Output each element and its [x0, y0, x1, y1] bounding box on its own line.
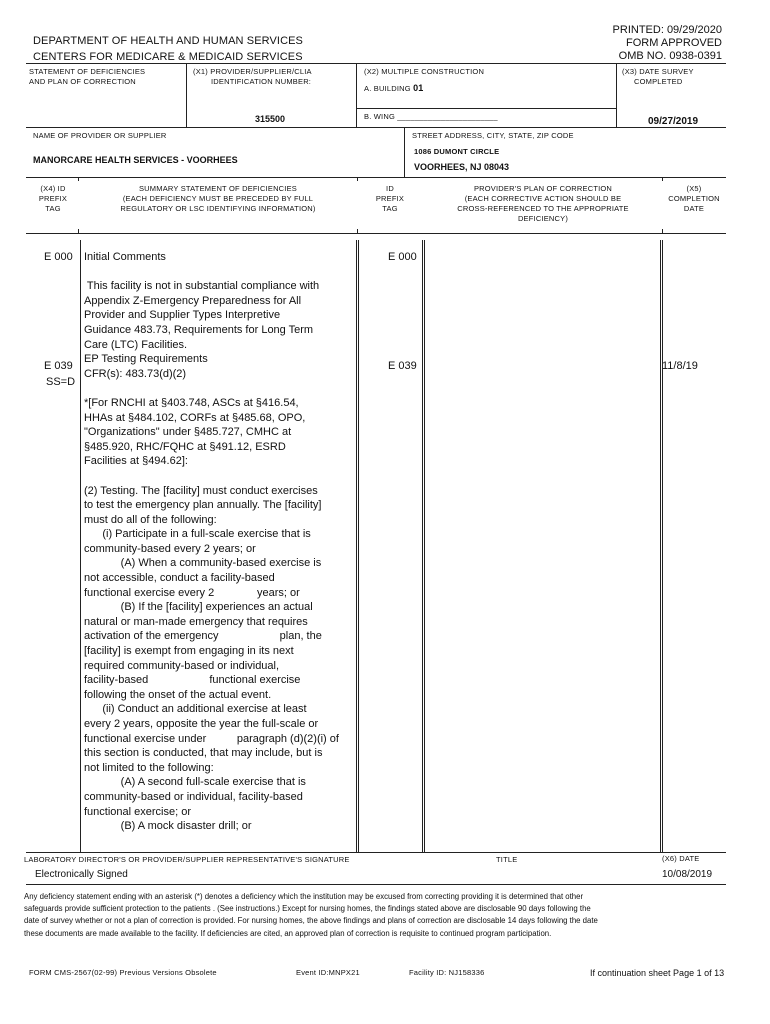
body-line: required community-based or individual, [84, 659, 280, 672]
statement-label: STATEMENT OF DEFICIENCIES AND PLAN OF CORRECTION [29, 67, 146, 86]
building-wing-divider [356, 108, 616, 109]
body-line: functional exercise every 2 years; or [84, 586, 300, 599]
building-value: 01 [413, 83, 424, 93]
signature-bottom-rule [26, 884, 726, 885]
body-line: (i) Participate in a full-scale exercise that is [84, 528, 311, 541]
body-line: §485.920, RHC/FQHC at §491.12, ESRD [84, 440, 286, 453]
col-tick-3b [662, 229, 663, 233]
provider-top-rule [26, 127, 726, 128]
summary-header: SUMMARY STATEMENT OF DEFICIENCIES (EACH DEFICIENCY MUST BE PRECEDED BY FULL REGULATORY OR LSC IDENTIFYING INFORMATION) [120, 184, 316, 213]
body-line: must do all of the following: [84, 513, 217, 526]
body-divider-1 [80, 240, 81, 852]
divider-x2 [356, 63, 357, 127]
page-indicator: If continuation sheet Page 1 of 13 [590, 968, 725, 978]
body-line: not limited to the following: [84, 761, 214, 774]
divider-x1 [186, 63, 187, 127]
form-approval-block [613, 24, 722, 63]
body-line [84, 381, 356, 396]
top-rule [26, 63, 726, 64]
body-line: functional exercise under paragraph (d)(2)(i) of [84, 732, 339, 745]
event-id: Event ID:MNPX21 [296, 968, 360, 977]
body-line: facility-based functional exercise [84, 674, 301, 687]
column-header-top-rule [26, 177, 726, 178]
body-divider-4 [422, 240, 423, 852]
survey-date-value: 09/27/2019 [648, 116, 699, 127]
e000-right-tag: E 000 [388, 251, 417, 263]
body-divider-2 [356, 240, 357, 852]
plan-header: PROVIDER'S PLAN OF CORRECTION (EACH CORRECTIVE ACTION SHOULD BE CROSS-REFERENCED TO THE APPROPRIATE DEFICIENCY) [457, 184, 629, 223]
address-line-2: VOORHEES, NJ 08043 [414, 162, 510, 172]
body-line: this section is conducted, that may include, but is [84, 747, 323, 760]
form-approved: FORM APPROVED [626, 37, 722, 49]
e039-right-tag: E 039 [388, 360, 417, 372]
id-prefix-header: ID PREFIX TAG [375, 184, 405, 213]
x2-label: (X2) MULTIPLE CONSTRUCTION [364, 67, 485, 76]
disclaimer-text [24, 891, 724, 940]
body-line: CFR(s): 483.73(d)(2) [84, 367, 187, 380]
title-label: TITLE [496, 855, 518, 864]
body-line: Initial Comments [84, 251, 166, 263]
body-line: EP Testing Requirements [84, 353, 208, 366]
body-line: community-based every 2 years; or [84, 542, 256, 555]
col-tick-3 [662, 177, 663, 181]
facility-id: Facility ID: NJ158336 [409, 968, 485, 977]
body-line: (A) A second full-scale exercise that is [84, 776, 306, 789]
body-line: Provider and Supplier Types Interpretive [84, 309, 281, 322]
body-divider-6 [660, 240, 661, 852]
body-line: functional exercise; or [84, 805, 191, 818]
body-line: This facility is not in substantial compliance with [84, 280, 320, 293]
body-line: *[For RNCHI at §403.748, ASCs at §416.54, [84, 396, 299, 409]
body-line: to test the emergency plan annually. The [facility] [84, 499, 322, 512]
x4-header: (X4) ID PREFIX TAG [38, 184, 68, 213]
col-tick-2b [357, 229, 358, 233]
x6-date-label: (X6) DATE [662, 854, 700, 863]
body-line: every 2 years, opposite the year the full-scale or [84, 718, 319, 730]
dept-line-1: DEPARTMENT OF HEALTH AND HUMAN SERVICES [33, 35, 303, 47]
body-line: following the onset of the actual event. [84, 688, 272, 701]
address-label: STREET ADDRESS, CITY, STATE, ZIP CODE [412, 131, 574, 140]
body-line: community-based or individual, facility-based [84, 790, 303, 803]
body-line: HHAs at §484.102, CORFs at §485.68, OPO, [84, 411, 306, 424]
body-line: (A) When a community-based exercise is [84, 557, 322, 570]
ss-tag: SS=D [46, 376, 76, 388]
printed-date: PRINTED: 09/29/2020 [612, 24, 722, 36]
disclaimer-line: these documents are made available to the facility. If deficiencies are cited, an approved plan of correction is requisite to continued program participation. [24, 928, 552, 938]
body-line: activation of the emergency plan, the [84, 630, 322, 643]
completion-header: (X5) COMPLETION DATE [668, 184, 720, 213]
col-tick-1b [78, 229, 79, 233]
body-line: (2) Testing. The [facility] must conduct exercises [84, 484, 318, 497]
signature-date: 10/08/2019 [662, 869, 713, 880]
deficiency-text [84, 250, 356, 834]
provider-name-label: NAME OF PROVIDER OR SUPPLIER [33, 131, 167, 140]
form-number: FORM CMS-2567(02-99) Previous Versions Obsolete [29, 968, 217, 977]
e039-left-tag: E 039 [44, 360, 73, 372]
body-bottom-rule [26, 852, 726, 853]
body-line [84, 469, 356, 484]
col-tick-1 [78, 177, 79, 181]
provider-divider [404, 127, 405, 177]
body-line: Care (LTC) Facilities. [84, 338, 188, 351]
disclaimer-line: safeguards provide sufficient protection to the patients . (See instructions.) Except for nursing homes, the findings stated above are disclosable 90 days following the [24, 904, 591, 914]
disclaimer-line: Any deficiency statement ending with an asterisk (*) denotes a deficiency which the institution may be excused from correcting providing it is determined that other [24, 892, 584, 901]
body-line: Facilities at §494.62]: [84, 455, 188, 468]
provider-name-value: MANORCARE HEALTH SERVICES - VOORHEES [33, 155, 238, 165]
provider-id-value: 315500 [255, 114, 286, 124]
body-line: Guidance 483.73, Requirements for Long Term [84, 323, 314, 336]
building-row: A. BUILDING 01 [364, 83, 424, 93]
dept-line-2: CENTERS FOR MEDICARE & MEDICAID SERVICES [33, 51, 303, 63]
signature-label: LABORATORY DIRECTOR'S OR PROVIDER/SUPPLIER REPRESENTATIVE'S SIGNATURE [24, 855, 350, 864]
body-line: (B) A mock disaster drill; or [84, 820, 252, 833]
divider-x3 [616, 63, 617, 127]
body-line [84, 265, 356, 280]
body-line: "Organizations" under §485.727, CMHC at [84, 426, 292, 439]
wing-label: B. WING _______________________ [364, 112, 498, 121]
department-header [33, 33, 303, 65]
body-divider-3 [358, 240, 359, 852]
signature-value: Electronically Signed [35, 869, 128, 880]
x3-label: (X3) DATE SURVEY COMPLETED [622, 67, 694, 86]
body-line: (ii) Conduct an additional exercise at least [84, 703, 307, 716]
body-divider-5 [424, 240, 425, 852]
disclaimer-line: date of survey whether or not a plan of correction is provided. For nursing homes, the above findings and plans of correction are disclosable 14 days following the date [24, 916, 598, 926]
body-line: (B) If the [facility] experiences an actual [84, 601, 313, 614]
body-line: Appendix Z-Emergency Preparedness for All [84, 294, 302, 307]
omb-number: OMB NO. 0938-0391 [618, 50, 722, 62]
address-line-1: 1086 DUMONT CIRCLE [414, 147, 500, 156]
x1-label: (X1) PROVIDER/SUPPLIER/CLIA IDENTIFICATION NUMBER: [193, 67, 312, 86]
body-line: [facility] is exempt from engaging in its next [84, 645, 294, 658]
body-line: natural or man-made emergency that requires [84, 615, 308, 628]
column-header-bottom-rule [26, 233, 726, 234]
col-tick-2 [357, 177, 358, 181]
e000-left-tag: E 000 [44, 251, 73, 263]
completion-date: 11/8/19 [662, 360, 698, 372]
body-line: not accessible, conduct a facility-based [84, 572, 275, 585]
body-divider-7 [662, 240, 663, 852]
